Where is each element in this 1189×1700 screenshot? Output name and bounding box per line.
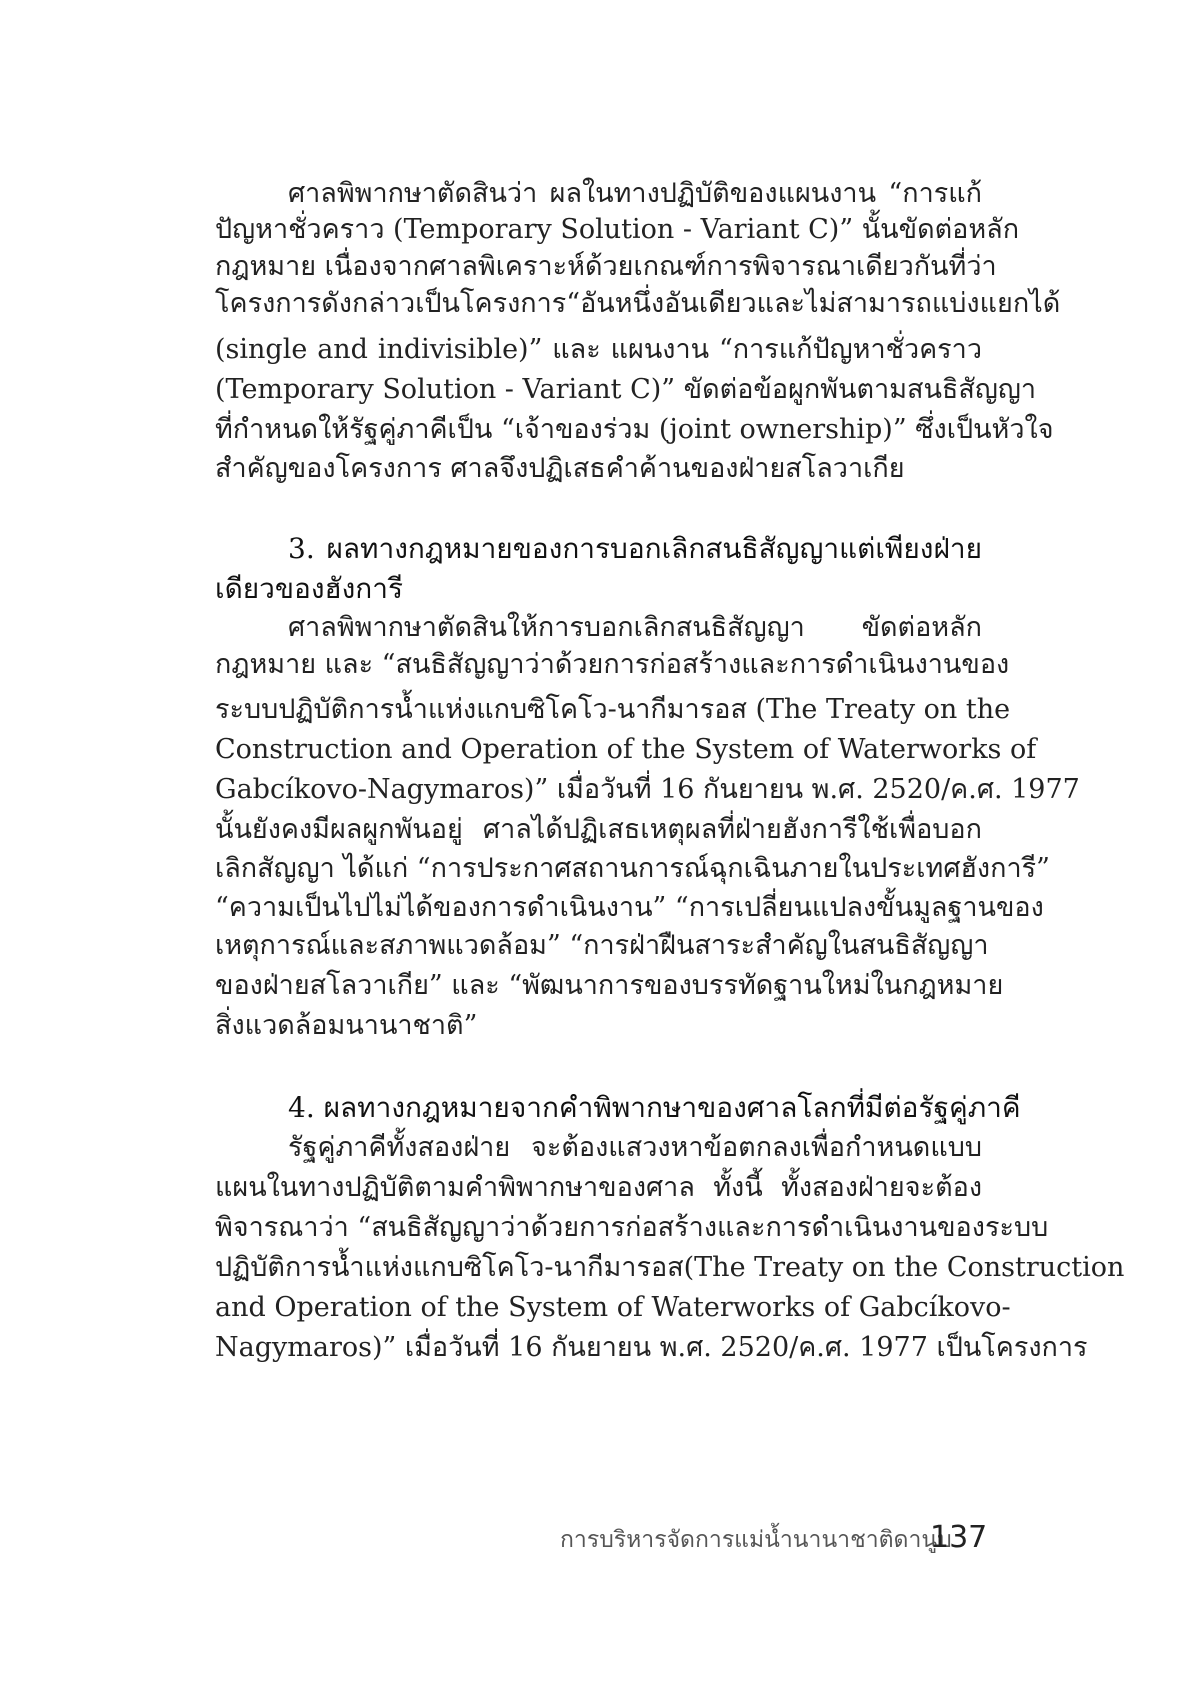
paragraph-line: เลิกสัญญา ได้แก่ “การประกาศสถานการณ์ฉุกเฉินภายในประเทศฮังการี”	[215, 853, 1050, 884]
paragraph-line: กฎหมาย เนื่องจากศาลพิเคราะห์ด้วยเกณฑ์การพิจารณาเดียวกันที่ว่า	[215, 251, 997, 282]
page-number: 137	[930, 1520, 988, 1555]
running-footer-title: การบริหารจัดการแม่น้ำนานาชาติดานูบ	[560, 1527, 952, 1553]
paragraph-line: ปัญหาชั่วคราว (Temporary Solution - Variant C)” นั้นขัดต่อหลัก	[215, 214, 1020, 245]
paragraph-line: “ความเป็นไปไม่ได้ของการดำเนินงาน” “การเปลี่ยนแปลงขั้นมูลฐานของ	[215, 892, 1044, 923]
section-heading: 4. ผลทางกฎหมายจากคำพิพากษาของศาลโลกที่มีต่อรัฐคู่ภาคี	[288, 1091, 1021, 1124]
section-heading: 3. ผลทางกฎหมายของการบอกเลิกสนธิสัญญาแต่เพียงฝ่าย	[288, 532, 982, 565]
paragraph-line: รัฐคู่ภาคีทั้งสองฝ่าย จะต้องแสวงหาข้อตกลงเพื่อกำหนดแบบ	[288, 1132, 982, 1163]
paragraph-line: Construction and Operation of the System of Waterworks of	[215, 734, 1037, 765]
paragraph-line: แผนในทางปฏิบัติตามคำพิพากษาของศาล ทั้งนี้ ทั้งสองฝ่ายจะต้อง	[215, 1172, 982, 1203]
paragraph-line: ระบบปฏิบัติการน้ำแห่งแกบซิโคโว-นากีมารอส (The Treaty on the	[215, 694, 1011, 725]
paragraph-line: เหตุการณ์และสภาพแวดล้อม” “การฝ่าฝืนสาระสำคัญในสนธิสัญญา	[215, 930, 989, 961]
paragraph-line: พิจารณาว่า “สนธิสัญญาว่าด้วยการก่อสร้างและการดำเนินงานของระบบ	[215, 1212, 1049, 1243]
paragraph-line: นั้นยังคงมีผลผูกพันอยู่ ศาลได้ปฏิเสธเหตุผลที่ฝ่ายฮังการีใช้เพื่อบอก	[215, 814, 982, 845]
paragraph-line: ที่กำหนดให้รัฐคู่ภาคีเป็น “เจ้าของร่วม (joint ownership)” ซึ่งเป็นหัวใจ	[215, 414, 1054, 445]
paragraph-line: (Temporary Solution - Variant C)” ขัดต่อข้อผูกพันตามสนธิสัญญา	[215, 374, 1037, 405]
paragraph-line: สิ่งแวดล้อมนานาชาติ”	[215, 1010, 478, 1041]
paragraph-line: ปฏิบัติการน้ำแห่งแกบซิโคโว-นากีมารอส(The Treaty on the Construction	[215, 1252, 1125, 1283]
paragraph-line: and Operation of the System of Waterworks of Gabcíkovo-	[215, 1292, 1011, 1323]
paragraph-line: (single and indivisible)” และ แผนงาน “การแก้ปัญหาชั่วคราว	[215, 334, 982, 365]
paragraph-line: กฎหมาย และ “สนธิสัญญาว่าด้วยการก่อสร้างและการดำเนินงานของ	[215, 649, 1010, 680]
paragraph-line: ศาลพิพากษาตัดสินให้การบอกเลิกสนธิสัญญา ขัดต่อหลัก	[288, 612, 982, 643]
paragraph-line: Gabcíkovo-Nagymaros)” เมื่อวันที่ 16 กันยายน พ.ศ. 2520/ค.ศ. 1977	[215, 774, 1080, 805]
paragraph-line: ของฝ่ายสโลวาเกีย” และ “พัฒนาการของบรรทัดฐานใหม่ในกฎหมาย	[215, 970, 1004, 1001]
section-heading: เดียวของฮังการี	[215, 572, 403, 605]
paragraph-line: ศาลพิพากษาตัดสินว่า ผลในทางปฏิบัติของแผนงาน “การแก้	[288, 178, 982, 209]
paragraph-line: Nagymaros)” เมื่อวันที่ 16 กันยายน พ.ศ. 2520/ค.ศ. 1977 เป็นโครงการ	[215, 1332, 1088, 1363]
paragraph-line: โครงการดังกล่าวเป็นโครงการ“อันหนึ่งอันเดียวและไม่สามารถแบ่งแยกได้	[215, 288, 1061, 319]
paragraph-line: สำคัญของโครงการ ศาลจึงปฏิเสธคำค้านของฝ่ายสโลวาเกีย	[215, 453, 905, 484]
